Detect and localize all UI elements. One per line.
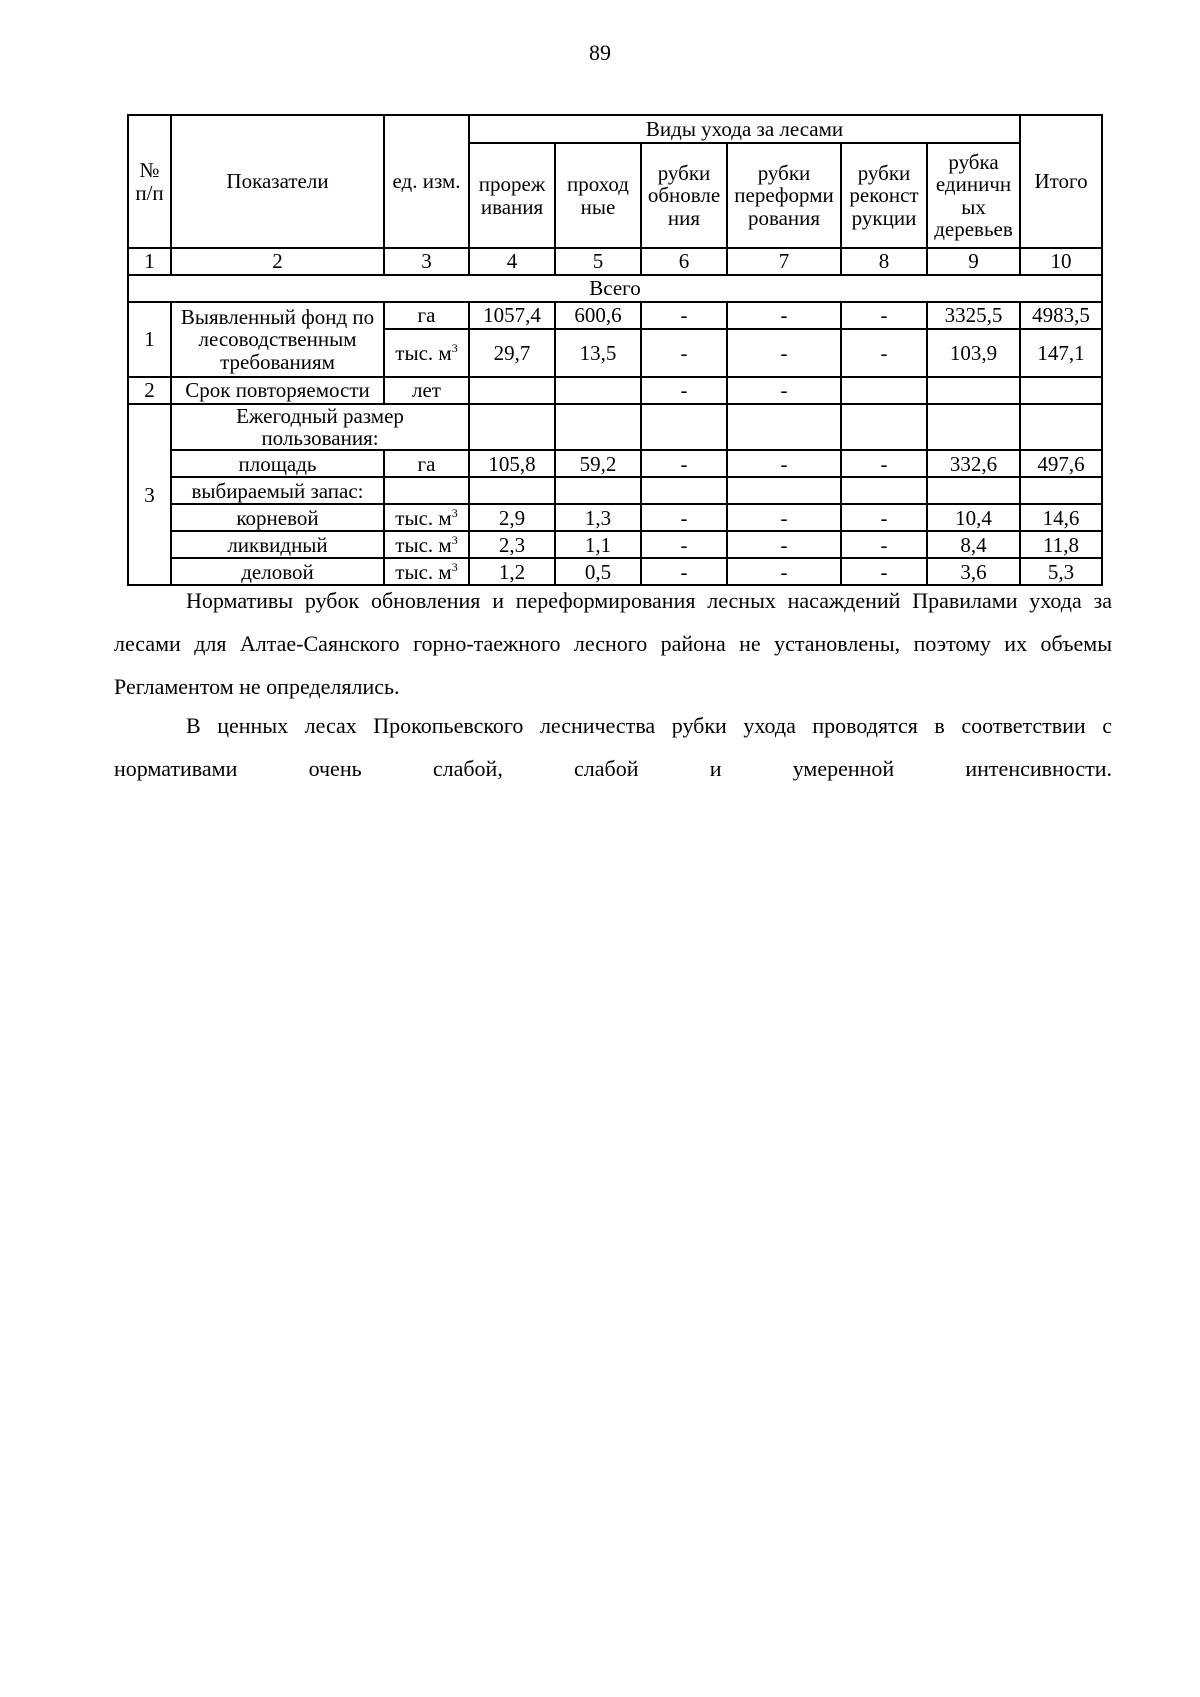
value-cell: 332,6 — [927, 450, 1020, 477]
col-number: 7 — [727, 248, 841, 275]
value-cell: 1,3 — [555, 504, 641, 531]
value-cell: - — [641, 531, 727, 558]
value-cell: - — [841, 558, 927, 585]
value-cell: 105,8 — [469, 450, 555, 477]
value-cell: - — [727, 377, 841, 404]
unit-cell — [384, 477, 469, 504]
unit-cell: тыс. $м^3$ — [384, 558, 469, 585]
value-cell: - — [841, 450, 927, 477]
value-cell — [641, 477, 727, 504]
row-label: выбираемый запас: — [171, 477, 384, 504]
section-total: Всего — [128, 275, 1102, 302]
value-cell: - — [841, 302, 927, 329]
unit-cell: га — [384, 302, 469, 329]
header-col9: рубка единичн ых деревьев — [927, 143, 1020, 248]
value-cell — [1020, 404, 1102, 450]
value-cell: 2,3 — [469, 531, 555, 558]
col-number: 9 — [927, 248, 1020, 275]
value-cell — [841, 377, 927, 404]
value-cell: 147,1 — [1020, 329, 1102, 377]
value-cell — [927, 404, 1020, 450]
header-col7: рубки переформи рования — [727, 143, 841, 248]
unit-cell: лет — [384, 377, 469, 404]
value-cell: 600,6 — [555, 302, 641, 329]
table-row — [128, 377, 1102, 404]
value-cell: - — [641, 302, 727, 329]
value-cell — [1020, 377, 1102, 404]
col-number: 3 — [384, 248, 469, 275]
row-label: ликвидный — [171, 531, 384, 558]
value-cell: 59,2 — [555, 450, 641, 477]
value-cell: - — [727, 531, 841, 558]
table-row — [128, 404, 1102, 450]
paragraph: В ценных лесах Прокопьевского лесничества рубки ухода проводятся в соответствии с нормативами очень слабой, слабой и умеренной интенсивности. — [114, 713, 1112, 781]
row-label: Срок повторяемости — [171, 377, 384, 404]
header-col5: проход ные — [555, 143, 641, 248]
value-cell: 10,4 — [927, 504, 1020, 531]
value-cell: 5,3 — [1020, 558, 1102, 585]
value-cell — [727, 404, 841, 450]
col-number: 5 — [555, 248, 641, 275]
value-cell: - — [641, 558, 727, 585]
row-label: корневой — [171, 504, 384, 531]
table-row — [128, 477, 1102, 504]
row-num: 2 — [128, 377, 171, 404]
value-cell — [555, 404, 641, 450]
row-label: Выявленный фонд по лесоводственным требованиям — [171, 302, 384, 377]
value-cell: - — [641, 450, 727, 477]
value-cell: - — [841, 504, 927, 531]
unit-cell: тыс. $м^3$ — [384, 329, 469, 377]
value-cell — [555, 477, 641, 504]
header-num: № п/п — [128, 115, 171, 248]
row-label: площадь — [171, 450, 384, 477]
table-row — [128, 504, 1102, 531]
value-cell: - — [641, 377, 727, 404]
value-cell: 8,4 — [927, 531, 1020, 558]
value-cell — [841, 477, 927, 504]
value-cell: - — [641, 329, 727, 377]
col-number: 6 — [641, 248, 727, 275]
value-cell: 3,6 — [927, 558, 1020, 585]
value-cell: 11,8 — [1020, 531, 1102, 558]
col-number: 1 — [128, 248, 171, 275]
paragraph: Нормативы рубок обновления и переформирования лесных насаждений Правилами ухода за лесами для Алтае-Саянского горно-таежного лесного района не установлены, поэтому их объемы Регламентом не определялись. — [114, 588, 1112, 699]
value-cell: 14,6 — [1020, 504, 1102, 531]
value-cell: - — [727, 450, 841, 477]
value-cell — [469, 404, 555, 450]
value-cell — [555, 377, 641, 404]
col-number: 10 — [1020, 248, 1102, 275]
value-cell: - — [841, 531, 927, 558]
value-cell — [641, 404, 727, 450]
value-cell — [841, 404, 927, 450]
value-cell: 1,2 — [469, 558, 555, 585]
value-cell: - — [727, 558, 841, 585]
unit-cell: тыс. $м^3$ — [384, 504, 469, 531]
value-cell: 0,5 — [555, 558, 641, 585]
value-cell: - — [727, 329, 841, 377]
value-cell — [469, 477, 555, 504]
value-cell: 103,9 — [927, 329, 1020, 377]
value-cell: 3325,5 — [927, 302, 1020, 329]
value-cell: 497,6 — [1020, 450, 1102, 477]
unit-cell: га — [384, 450, 469, 477]
value-cell: 2,9 — [469, 504, 555, 531]
value-cell: - — [727, 504, 841, 531]
header-col4: прореж ивания — [469, 143, 555, 248]
table-row — [128, 531, 1102, 558]
row-num: 3 — [128, 404, 171, 585]
value-cell — [1020, 477, 1102, 504]
header-col8: рубки реконст рукции — [841, 143, 927, 248]
col-number: 8 — [841, 248, 927, 275]
value-cell: 13,5 — [555, 329, 641, 377]
forest-care-table — [127, 114, 1103, 586]
value-cell: - — [641, 504, 727, 531]
header-group: Виды ухода за лесами — [469, 115, 1020, 143]
unit-cell: тыс. $м^3$ — [384, 531, 469, 558]
header-total: Итого — [1020, 115, 1102, 248]
header-unit: ед. изм. — [384, 115, 469, 248]
value-cell — [727, 477, 841, 504]
table-row — [128, 302, 1102, 329]
row-label: Ежегодный размер пользования: — [171, 404, 469, 450]
page-number: 89 — [589, 40, 611, 65]
row-label: деловой — [171, 558, 384, 585]
row-num: 1 — [128, 302, 171, 377]
col-number: 4 — [469, 248, 555, 275]
value-cell — [469, 377, 555, 404]
value-cell: 1,1 — [555, 531, 641, 558]
value-cell: 1057,4 — [469, 302, 555, 329]
value-cell — [927, 477, 1020, 504]
header-indicators: Показатели — [171, 115, 384, 248]
col-number: 2 — [171, 248, 384, 275]
value-cell — [927, 377, 1020, 404]
value-cell: - — [841, 329, 927, 377]
value-cell: 4983,5 — [1020, 302, 1102, 329]
value-cell: 29,7 — [469, 329, 555, 377]
header-col6: рубки обновле ния — [641, 143, 727, 248]
table-row — [128, 450, 1102, 477]
value-cell: - — [727, 302, 841, 329]
